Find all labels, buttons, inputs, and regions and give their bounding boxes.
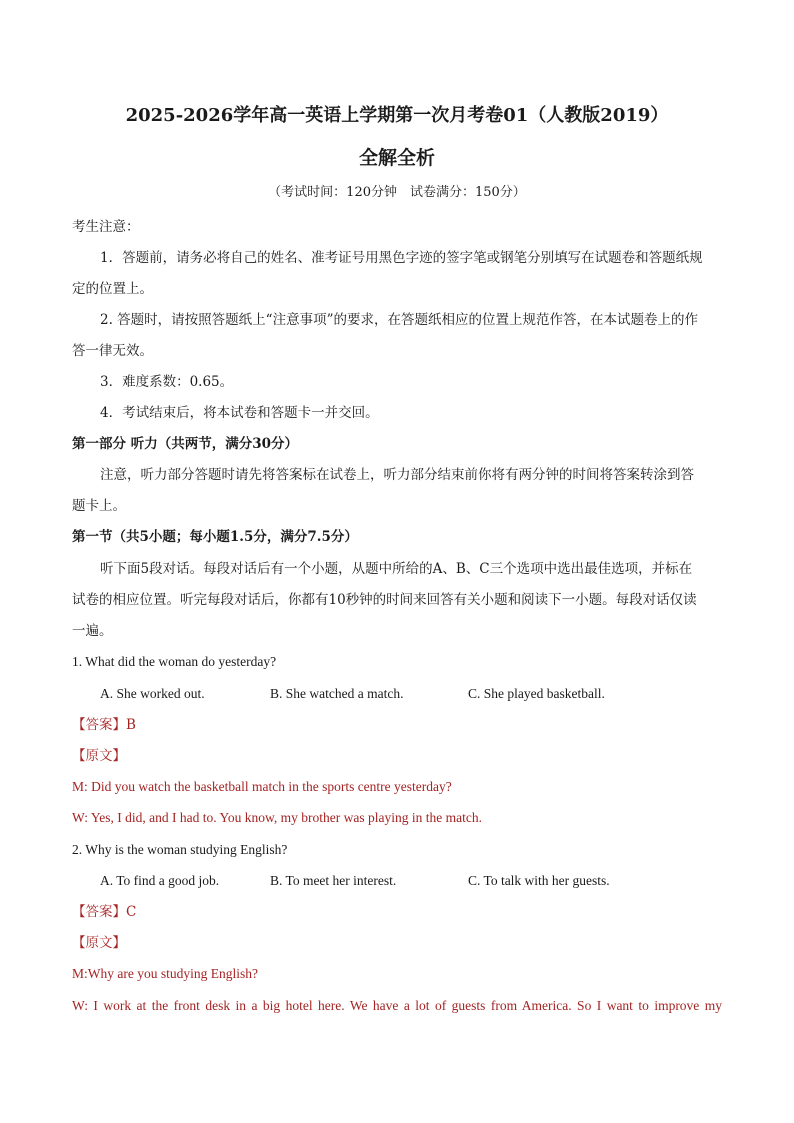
section-1-instruction-line-3: 一遍。 (72, 623, 113, 639)
part-1-instruction-line-2: 题卡上。 (72, 498, 126, 514)
part-1-heading: 第一部分 听力（共两节，满分30分） (72, 436, 298, 452)
question-2-original-label: 【原文】 (72, 935, 126, 951)
question-2-transcript-line-1: M:Why are you studying English? (72, 966, 258, 981)
question-2-option-b: B. To meet her interest. (270, 873, 397, 888)
exam-info: （考试时间：120分钟 试卷满分：150分） (268, 185, 526, 200)
exam-title: 2025-2026学年高一英语上学期第一次月考卷01（人教版2019） (125, 105, 669, 126)
part-1-instruction-line-1: 注意，听力部分答题时请先将答案标在试卷上，听力部分结束前你将有两分钟的时间将答案转涂到答 (100, 467, 694, 483)
question-2-option-a: A. To find a good job. (100, 873, 220, 888)
question-1-transcript-line-1: M: Did you watch the basketball match in the sports centre yesterday? (72, 779, 452, 794)
notice-item-1-line-1: 1．答题前，请务必将自己的姓名、准考证号用黑色字迹的签字笔或钢笔分别填写在试题卷和答题纸规 (100, 250, 703, 266)
notice-item-1-line-2: 定的位置上。 (72, 281, 153, 297)
question-2-option-c: C. To talk with her guests. (468, 873, 610, 888)
question-2-answer: 【答案】C (72, 904, 137, 920)
section-1-heading: 第一节（共5小题；每小题1.5分，满分7.5分） (72, 529, 358, 545)
section-1-instruction-line-1: 听下面5段对话。每段对话后有一个小题，从题中所给的A、B、C三个选项中选出最佳选项，并标在 (100, 561, 693, 577)
question-2-stem: 2. Why is the woman studying English? (72, 842, 288, 857)
exam-subtitle: 全解全析 (358, 147, 435, 169)
notice-item-2-line-1: 2. 答题时，请按照答题纸上“注意事项”的要求，在答题纸相应的位置上规范作答，在本试题卷上的作 (100, 312, 698, 328)
question-1-option-c: C. She played basketball. (468, 686, 605, 701)
question-1-transcript-line-2: W: Yes, I did, and I had to. You know, my brother was playing in the match. (72, 810, 482, 825)
question-1-option-b: B. She watched a match. (270, 686, 404, 701)
notice-item-2-line-2: 答一律无效。 (72, 343, 153, 359)
question-1-answer: 【答案】B (72, 717, 136, 733)
notice-item-4: 4．考试结束后，将本试卷和答题卡一并交回。 (100, 405, 379, 421)
question-1-option-a: A. She worked out. (100, 686, 205, 701)
notice-heading: 考生注意： (72, 219, 140, 235)
question-1-original-label: 【原文】 (72, 748, 126, 764)
notice-item-3: 3．难度系数：0.65。 (100, 374, 234, 390)
question-2-transcript-line-2: W: I work at the front desk in a big hotel here. We have a lot of guests from America. So I want to improve my (72, 998, 722, 1013)
question-1-stem: 1. What did the woman do yesterday? (72, 654, 277, 669)
section-1-instruction-line-2: 试卷的相应位置。听完每段对话后，你都有10秒钟的时间来回答有关小题和阅读下一小题。每段对话仅读 (72, 592, 697, 608)
